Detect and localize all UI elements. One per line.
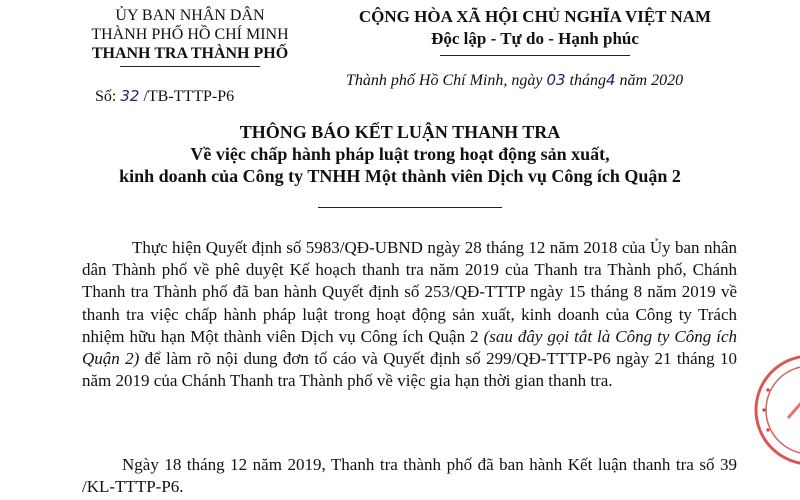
motto-title: CỘNG HÒA XÃ HỘI CHỦ NGHĨA VIỆT NAM xyxy=(358,7,712,26)
issuer-line-2: THÀNH PHỐ HỒ CHÍ MINH xyxy=(91,26,289,43)
doc-number-handwritten: 32 xyxy=(120,87,140,105)
motto-underline xyxy=(440,55,630,56)
notice-heading: THÔNG BÁO KẾT LUẬN THANH TRA xyxy=(239,122,561,142)
doc-number-prefix: Số: xyxy=(95,88,121,105)
body-paragraph-1 xyxy=(82,237,737,392)
notice-title-block xyxy=(60,121,740,187)
title-underline xyxy=(318,207,502,208)
body-paragraph-2: Ngày 18 tháng 12 năm 2019, Thanh tra thành phố đã ban hành Kết luận thanh tra số 39 /KL-TTTP-P6. xyxy=(82,455,737,497)
date-prefix: Thành phố Hồ Chí Minh, ngày xyxy=(346,72,547,89)
doc-number-suffix: /TB-TTTP-P6 xyxy=(139,88,235,105)
para1-text-a: Thực hiện Quyết định số 5983/QĐ-UBND ngày 28 tháng 12 năm 2018 của Ủy ban nhân dân Thành phố về phê duyệt Kế hoạch thanh tra năm 2019 của Thanh tra Thành phố, Chánh Thanh tra Thành phố đã ban hành Quyết định số 253/QĐ-TTTP ngày 15 tháng 8 năm 2019 về thanh tra việc chấp hành pháp luật trong hoạt động sản xuất, kinh doanh của Công ty Trách nhiệm hữu hạn Một thành viên Dịch vụ Công ích Quận 2 xyxy=(82,238,737,346)
date-day-handwritten: 03 xyxy=(546,71,566,89)
date-line xyxy=(346,71,726,90)
issuer-underline xyxy=(120,66,260,67)
para1-text-b: để làm rõ nội dung đơn tố cáo và Quyết định số 299/QĐ-TTTP-P6 ngày 21 tháng 10 năm 2019 của Chánh Thanh tra Thành phố về việc gia hạn thời gian thanh tra. xyxy=(82,349,737,391)
issuer-line-1: ỦY BAN NHÂN DÂN xyxy=(115,7,265,24)
official-stamp xyxy=(750,350,800,470)
issuer-header xyxy=(60,6,320,63)
date-year: năm 2020 xyxy=(615,72,684,89)
notice-subject-line-2: kinh doanh của Công ty TNHH Một thành viên Dịch vụ Công ích Quận 2 xyxy=(119,166,681,186)
notice-subject-line-1: Về việc chấp hành pháp luật trong hoạt động sản xuất, xyxy=(190,144,610,164)
issuer-name: THANH TRA THÀNH PHỐ xyxy=(91,45,289,62)
date-month-handwritten: 4 xyxy=(606,71,616,89)
motto-subtitle: Độc lập - Tự do - Hạnh phúc xyxy=(431,29,639,48)
national-motto xyxy=(330,6,740,50)
document-number xyxy=(95,87,234,106)
para1-italic-note: (sau đây gọi tắt là Công ty Công ích Quận 2) xyxy=(82,326,737,369)
date-month-label: tháng xyxy=(565,72,606,89)
